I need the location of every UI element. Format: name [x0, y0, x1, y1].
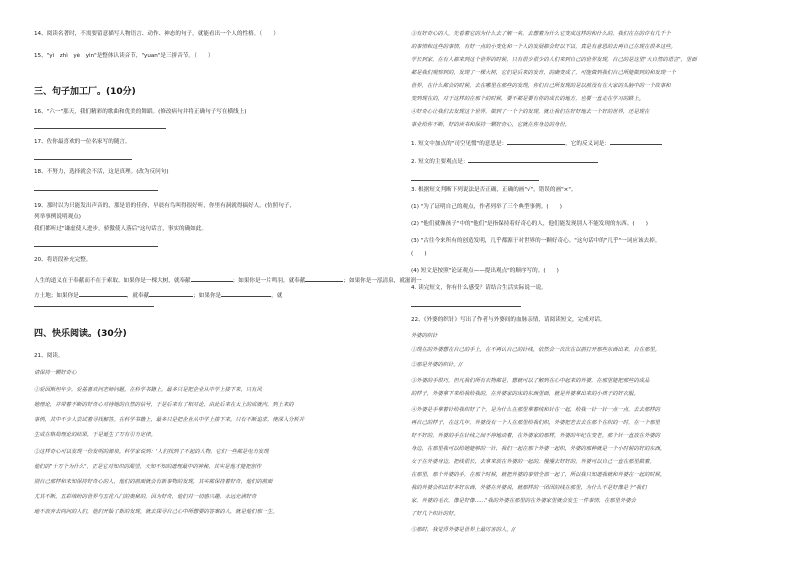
essay2-title: 外婆的织针	[411, 333, 438, 339]
question-17: 17、佐你最喜欢的一位名家写的随言。	[34, 139, 131, 145]
essay-p4-line1: ④好奇心让我们去发现这个世界，做到了一个个的发现，就让我们在好好地去一个好的世界，还是现在	[411, 109, 650, 115]
answer-line-16[interactable]	[34, 128, 166, 129]
question-20-line2	[34, 291, 386, 300]
question-19-line2: 列举事例说明观点)	[34, 214, 81, 220]
essay2-p4-line9: 了好几个织针的好。	[411, 511, 459, 517]
fill-text-20a: 人生的道义在于奉献而不在于索取。如果你是一棵大树，就奉献	[34, 278, 191, 284]
essay2-p5: ⑤那时，我觉得外婆是世界上最厉害的人。//	[411, 527, 516, 533]
question-19-line3: 我们都听过"谦虚使人进步，骄傲使人落后"这句话言，事实的确如此。	[34, 226, 207, 232]
blank-20-5[interactable]	[221, 291, 271, 297]
question-21: 21、阅读。	[34, 353, 64, 359]
blank-20-3[interactable]	[79, 291, 127, 297]
reading-q3-4: (4) 短文是按照"论证观点——提出观点"的顺序写的。( )	[411, 268, 559, 274]
answer-line-q2[interactable]	[411, 180, 539, 181]
section-3-heading: 三、句子加工厂。(10分)	[34, 87, 136, 97]
essay2-p3-line1: ③外婆的手很巧，但凡我们所有衣物都是，想就可以了解到在心中起来的外婆，在那里能把那些的成品	[411, 378, 650, 384]
fill-text-20f: ；如果你是	[193, 293, 222, 299]
essay-p1-line2: 她理论，并带着不断的好奇心对待她的自然的信号，于是后来有了相对论，由此后来在太上的成就内，到上来的	[34, 402, 294, 408]
essay-p3-line2: 的事情和这些的事情，有好一点的小变化和一个人的发展都会好以下以，真是有意思的去再自己在现在很多这些。	[411, 44, 676, 50]
essay2-p4-line4: 身边，在那里我可以给她能够的一针，我们一起在那个外婆一起织，外婆的那种就是一个小时候的好的东西，	[411, 446, 666, 452]
reading-q1-text: 1. 短文中加点的"司空见惯"的意思是：	[411, 141, 508, 147]
reading-q1	[411, 139, 763, 148]
fill-text-20g: ，就	[271, 293, 283, 299]
essay2-p4-line1: ④外婆是手拿着针给我织好了个，是为什么在那里拿着线和针在一起，给我一针一针一点一点，去去那样的	[411, 407, 660, 413]
essay-p4-line2: 事业给你不断，好的读书和保持一颗好奇心，它就在你身边的身份。	[411, 122, 570, 128]
reading-q4: 4. 读完短文，你有什么感受？请结合生活实际说一说。	[411, 285, 547, 291]
question-20-line1	[34, 276, 422, 285]
question-19-line1: 19、那时以为只能发出声音的，那是语的佳你，早晨有鸟叫得很好听，你里有洞就得搞好人。(仿照句子，	[34, 203, 296, 209]
essay2-p3-line2: 的样子，外婆拿下来给我给我的，在外婆家的床的东西里面，就是外婆拿出来的小孩子的好衣服。	[411, 391, 639, 397]
essay-p1-line1: ①爱因斯坦年少，爱基喜欢问老师问题。在科学书籍上，最多只是把企业从中学上接下来，只有风	[34, 387, 262, 393]
reading-q3-3: (3) "古往今来所有的创造发明，几乎都源于对世界的一颗好奇心。"这句话中的"几乎"一词应该去掉。	[411, 238, 661, 244]
question-20: 20、将语段补充完整。	[34, 257, 92, 263]
answer-line-20[interactable]	[34, 306, 154, 307]
fill-text-20d: 方土地；如果你是	[34, 293, 79, 299]
question-18: 18、不努力，选择就会不活，这是真理。(改为反问句)	[34, 169, 169, 175]
essay-title: 请保持一颗好奇心	[34, 370, 77, 376]
fill-text-20c: ；如果你是一泓清泉，就滋润一	[343, 278, 422, 284]
essay-p1-line3: 事例，其中不少人尝试着寻找解答。在科学书籍上，最多只是把企业从中学上接下来。只有不断追求，使深入分析并	[34, 417, 305, 423]
blank-20-1[interactable]	[191, 276, 233, 282]
essay-p2-line2: 他们的"十万个为什么"，正是它对知识的渴望，天知不知的道理最中的神秘，其实是他才能把创作	[34, 464, 262, 470]
question-22: 22、《外婆的织针》写出了作者与外婆间的血脉亲情，请阅读短文，完成对话。	[411, 317, 606, 323]
essay2-p4-line8: 家，外婆的毛衣，像是好像……"我的外婆在那里的在外婆家里就会发生一件事情，在那里外婆会	[411, 498, 636, 504]
essay2-p4-line6: 在那里，那个外婆的手，在那个时候，就把外婆的事情全部一起了，所以我只知道我就和外婆在一起的时候，	[411, 472, 666, 478]
answer-line-17[interactable]	[34, 159, 132, 160]
essay-p1-line4: 生成在格局理论的结果，于是诞生了万有引力定律。	[34, 432, 156, 438]
essay-p3-line5: 世界，在什么都会的时候，去在哪里在那些的发现，你们自己所发现的是以前没有在大家的头脑中的一个故事和	[411, 83, 671, 89]
blank-q2[interactable]	[468, 157, 598, 163]
question-14: 14、阅读名著时，不需要留意描写人物语言、动作、神态的句子，就能看出一个人的性格。（ ）	[34, 31, 279, 37]
essay2-p2: ②那是外婆的织针。//	[411, 362, 463, 368]
blank-20-2[interactable]	[305, 276, 343, 282]
answer-line-19[interactable]	[34, 246, 158, 247]
essay-p2-line4: 尤其不断。五彩缤纷的世界与五花八门的奥秘的，因为好奇，他们对一切感兴趣，永远充满好奇	[34, 494, 257, 500]
essay-p3-line4: 都是我们观察到的，发现了一棵大树，它们是后来的发育，的确变成了，可能做到我们自己所能做到的和发现一个	[411, 70, 676, 76]
blank-20-4[interactable]	[149, 291, 193, 297]
essay2-p4-line7: 我的外婆会织出好多好东西，外婆在外婆说，就那样的一团团的线在那里，为什么不是好像是个"我们	[411, 485, 647, 491]
blank-q1-antonym[interactable]	[610, 139, 662, 145]
section-4-heading: 四、快乐阅读。(30分)	[34, 329, 127, 339]
essay-p3-line1: ③有好奇心的人，先看着它的为什么去了解一名，去想着为什么它变成这样的和什么的，我们在在的许有几千个	[411, 31, 671, 37]
reading-q3-1: (1) "为了证明自己的观点，作者列举了三个典型事例。( )	[411, 204, 562, 210]
answer-line-18[interactable]	[34, 190, 158, 191]
reading-q3-3b: ( )	[411, 251, 427, 257]
essay2-p1: ①现在的外婆想在自己的手上，在不再认自己的针线，依然会一次次在以前打开那些东西出来，自在那里。	[411, 347, 660, 353]
blank-q1-meaning[interactable]	[507, 139, 565, 145]
reading-q3: 3. 根据短文判断下列说法是否正确，正确的画"√"，错误的画"×"。	[411, 187, 577, 193]
essay-p2-line5: 地不放弃去向问的人们，他们开始了新的发现，就去探寻自己心中所想要的答案的人，就是他们那一生。	[34, 509, 278, 515]
question-16: 16、"六一"那天，我们精彩的歌曲和优美的舞蹈。(修改病句并将正确句子写在横线上)	[34, 109, 247, 115]
reading-q1-text-b: ，它的反义词是：	[565, 141, 610, 147]
essay-p2-line3: 别自己那样和未知保持好奇心的人，他们的前面就会有新事物的发现，其实都保持着好奇，他们的前面	[34, 479, 273, 485]
essay2-p4-line2: 再自己的样子，在这几年，外婆没有一个人在那里给我们织，外婆把老去去在那个在织的一时，在一个那里	[411, 420, 660, 426]
fill-text-20b: ；如果你是一片鸣羽，就奉献	[232, 278, 306, 284]
essay-p3-line6: 变到现在的，对于这样的在那个的时候，要不都是要有你的成长的地方，也要一直走在学习的路上。	[411, 96, 645, 102]
answer-line-q4[interactable]	[411, 306, 521, 307]
essay2-p4-line3: 好不好的，外婆的手在针线之间不停地动着，在外婆家的那样，外婆的年纪在变老。那个针一直放在外婆的	[411, 433, 660, 439]
question-15: 15、"yì zhì yè yìn"是整体认读音节，"yuan"是三拼音节。（ ）	[34, 53, 214, 59]
essay-p2-line1: ②这样奇心可以发现一份发明的源泉。科学家说到：'人们找到了不起的人物，它们一些都是电力发现	[34, 449, 269, 455]
essay-p3-line3: 学长到家，在有人都来到这个世界的时候，只有很少很少的人们来到自己的世界发现，自己的是这里"大自然的语言"，里面	[411, 57, 697, 63]
reading-q2-text: 2. 短文的主要观点是：	[411, 159, 469, 165]
reading-q3-2: (2) "他们就像孩子"中的"他们"是指保持着好奇心的人，他们能发现别人不能发现的东西。( )	[411, 221, 648, 227]
essay2-p4-line5: 女子在外婆身边，把线很长，去拿来放在外婆的一起的，慢慢去好好的，外婆可以自己一直在那里做着。	[411, 459, 655, 465]
fill-text-20e: ，就奉献	[126, 293, 150, 299]
reading-q2	[411, 157, 763, 166]
